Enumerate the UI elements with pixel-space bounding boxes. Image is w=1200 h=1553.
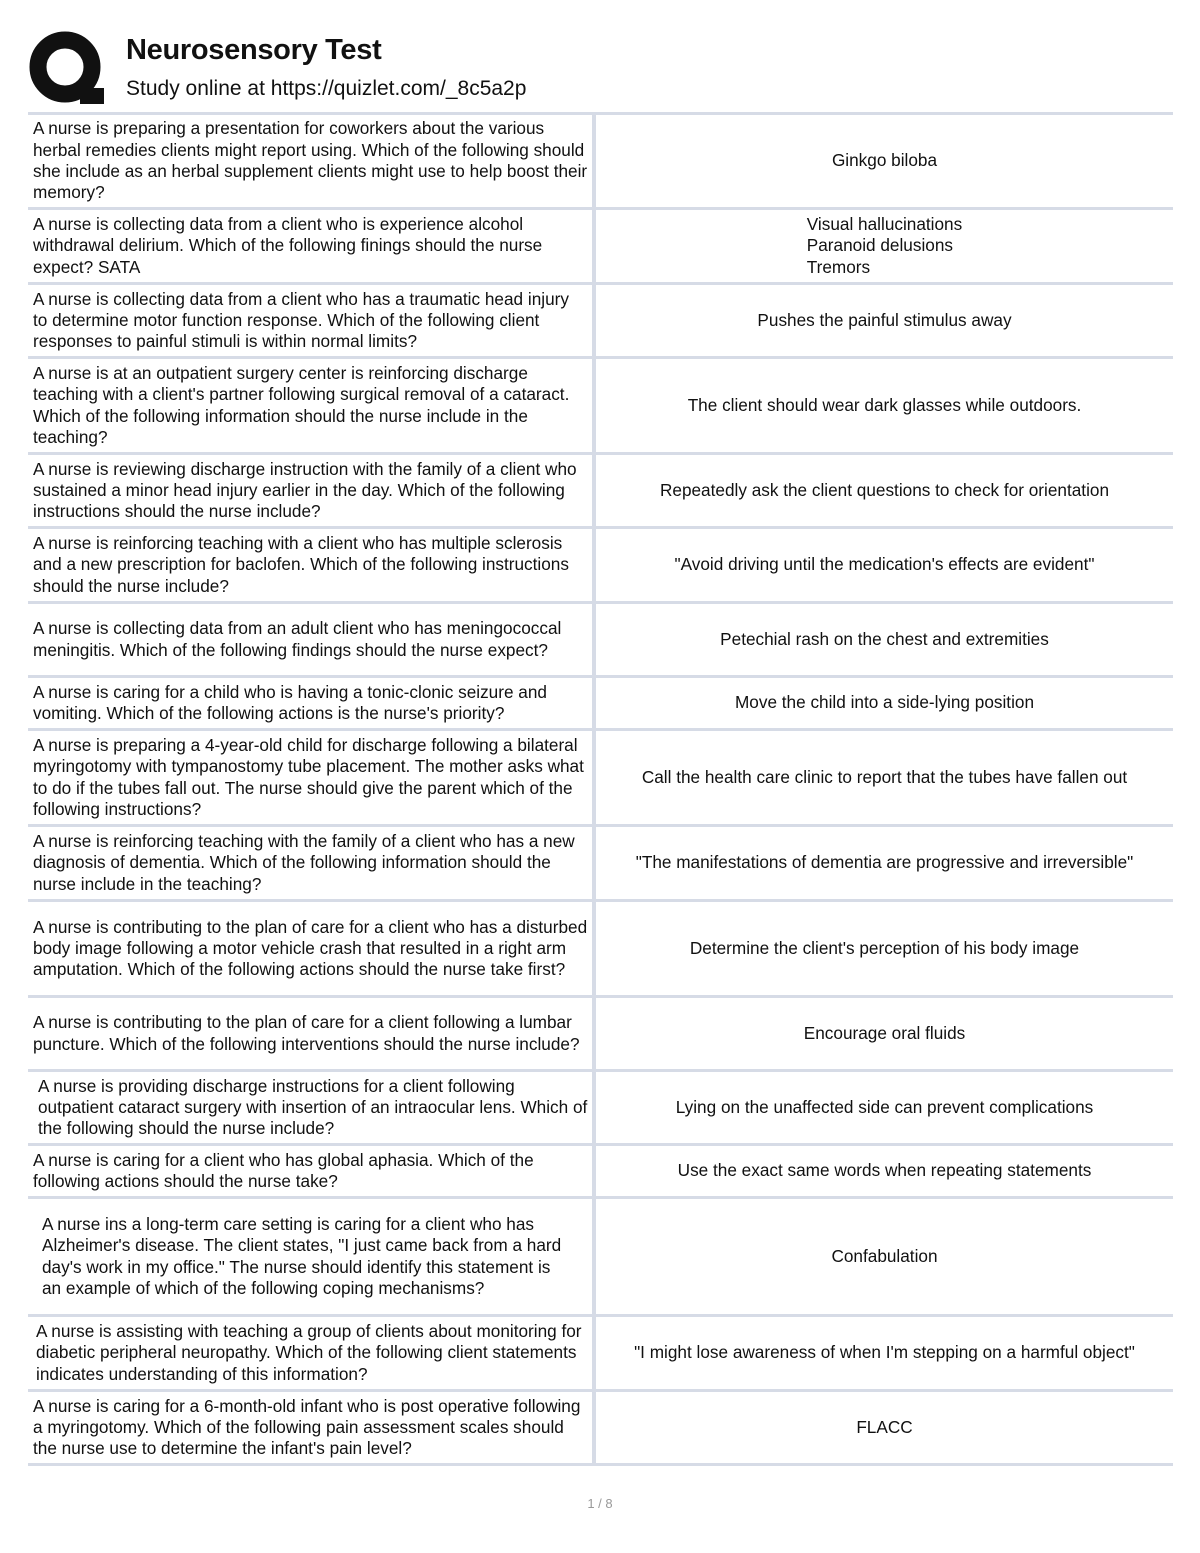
study-online-link[interactable]: Study online at https://quizlet.com/_8c5a2p: [126, 77, 527, 100]
card-answer: Repeatedly ask the client questions to check for orientation: [659, 479, 1110, 500]
page-header: [28, 28, 1173, 110]
card-answer: Encourage oral fluids: [803, 1022, 966, 1043]
card-question: A nurse is caring for a child who is having a tonic-clonic seizure and vomiting. Which of the following actions is the nurse's priority?: [28, 678, 596, 728]
card-answer: "The manifestations of dementia are progressive and irreversible": [635, 852, 1134, 873]
card-row: [28, 115, 1173, 210]
answer-line: Paranoid delusions: [806, 235, 953, 256]
card-row: [28, 1199, 1173, 1317]
card-row: [28, 902, 1173, 998]
page-title: Neurosensory Test: [126, 34, 382, 66]
card-row: [28, 210, 1173, 285]
answer-line: Tremors: [806, 256, 871, 277]
card-answer: FLACC: [856, 1416, 913, 1437]
card-answer: Confabulation: [831, 1245, 938, 1266]
card-row: [28, 1146, 1173, 1199]
card-question: A nurse is assisting with teaching a group of clients about monitoring for diabetic peripheral neuropathy. Which of the following client statements indicates understanding of this information?: [28, 1317, 596, 1389]
card-question: A nurse is collecting data from a client who has a traumatic head injury to determine motor function response. Which of the following client responses to painful stimuli is within normal limits?: [28, 285, 596, 356]
answer-line: Visual hallucinations: [806, 214, 963, 235]
page-number: 1 / 8: [587, 1496, 613, 1511]
card-question: A nurse is preparing a presentation for coworkers about the various herbal remedies clients might report using. Which of the following should she include as an herbal supplement clients might use to help boost their memory?: [28, 115, 596, 207]
card-answer: Pushes the painful stimulus away: [757, 309, 1012, 330]
card-row: [28, 285, 1173, 359]
card-answer: Use the exact same words when repeating statements: [677, 1160, 1092, 1181]
card-row: [28, 1317, 1173, 1392]
card-question: A nurse is providing discharge instructions for a client following outpatient cataract surgery with insertion of an intraocular lens. Which of the following should the nurse include?: [28, 1072, 596, 1143]
card-question: A nurse is reviewing discharge instruction with the family of a client who sustained a minor head injury earlier in the day. Which of the following instructions should the nurse include?: [28, 455, 596, 526]
card-answer: Ginkgo biloba: [831, 150, 938, 171]
quizlet-logo-icon: [28, 30, 106, 108]
card-answer: [596, 210, 1173, 282]
card-question: A nurse is preparing a 4-year-old child for discharge following a bilateral myringotomy with tympanostomy tube placement. The mother asks what to do if the tubes fall out. The nurse should give the parent which of the following instructions?: [28, 731, 596, 824]
card-question: A nurse is at an outpatient surgery center is reinforcing discharge teaching with a client's partner following surgical removal of a cataract. Which of the following information should the nurse include in the teaching?: [28, 359, 596, 452]
card-question: A nurse is caring for a 6-month-old infant who is post operative following a myringotomy. Which of the following pain assessment scales should the nurse use to determine the infant's pain level?: [28, 1392, 596, 1463]
card-question: A nurse is collecting data from a client who is experience alcohol withdrawal delirium. Which of the following finings should the nurse expect? SATA: [28, 210, 596, 282]
card-answer: "I might lose awareness of when I'm stepping on a harmful object": [634, 1342, 1135, 1363]
card-row: [28, 678, 1173, 731]
card-row: [28, 1072, 1173, 1146]
card-answer: Lying on the unaffected side can prevent complications: [675, 1096, 1094, 1117]
card-answer: Move the child into a side-lying position: [734, 692, 1035, 713]
card-question: A nurse is reinforcing teaching with the family of a client who has a new diagnosis of dementia. Which of the following information should the nurse include in the teaching?: [28, 827, 596, 899]
card-row: [28, 455, 1173, 529]
card-question: A nurse ins a long-term care setting is caring for a client who has Alzheimer's disease. The client states, "I just came back from a hard day's work in my office." The nurse should identify this statement is an example of which of the following coping mechanisms?: [28, 1199, 596, 1314]
card-answer: "Avoid driving until the medication's effects are evident": [674, 554, 1095, 575]
flashcard-table: [28, 112, 1173, 1466]
card-answer: Petechial rash on the chest and extremities: [720, 628, 1049, 649]
card-answer: Determine the client's perception of his body image: [689, 937, 1080, 958]
card-question: A nurse is collecting data from an adult client who has meningococcal meningitis. Which of the following findings should the nurse expect?: [28, 604, 596, 675]
card-question: A nurse is contributing to the plan of care for a client following a lumbar puncture. Which of the following interventions should the nurse include?: [28, 998, 596, 1069]
card-row: [28, 1392, 1173, 1466]
card-answer: The client should wear dark glasses while outdoors.: [687, 394, 1082, 415]
card-row: [28, 359, 1173, 455]
card-answer: Call the health care clinic to report that the tubes have fallen out: [641, 766, 1128, 787]
card-row: [28, 604, 1173, 678]
card-row: [28, 731, 1173, 827]
card-row: [28, 998, 1173, 1072]
card-question: A nurse is caring for a client who has global aphasia. Which of the following actions should the nurse take?: [28, 1146, 596, 1196]
card-question: A nurse is reinforcing teaching with a client who has multiple sclerosis and a new prescription for baclofen. Which of the following instructions should the nurse include?: [28, 529, 596, 601]
card-row: [28, 529, 1173, 604]
card-question: A nurse is contributing to the plan of care for a client who has a disturbed body image following a motor vehicle crash that resulted in a right arm amputation. Which of the following actions should the nurse take first?: [28, 902, 596, 995]
card-row: [28, 827, 1173, 902]
